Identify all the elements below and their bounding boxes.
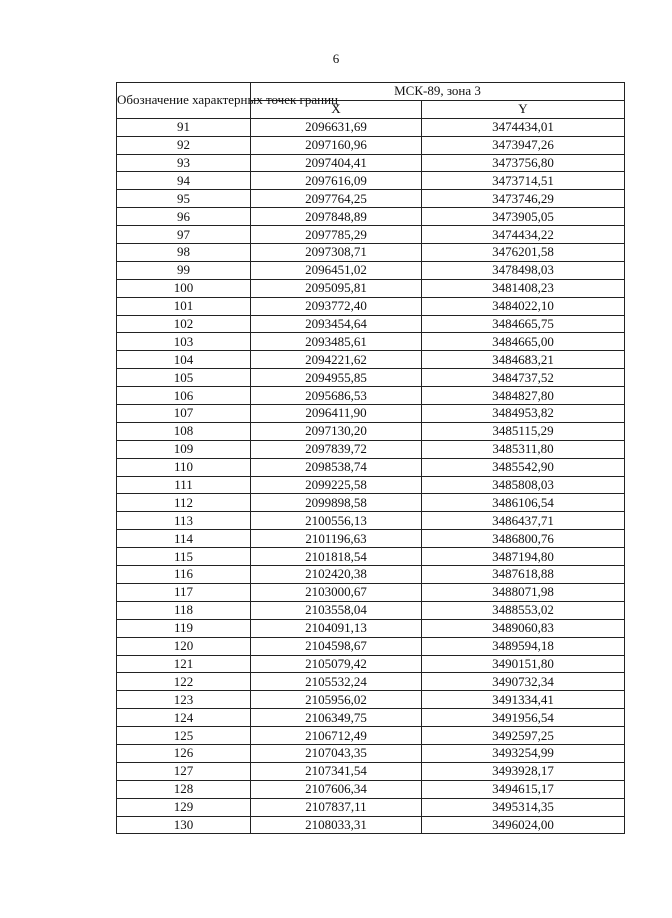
table-row	[117, 637, 625, 655]
y-coordinate-cell: 3484022,10	[422, 297, 625, 315]
x-coordinate-cell: 2093772,40	[251, 297, 422, 315]
x-coordinate-cell: 2096631,69	[251, 118, 422, 136]
y-coordinate-cell: 3474434,01	[422, 118, 625, 136]
x-coordinate-cell: 2107606,34	[251, 780, 422, 798]
y-coordinate-cell: 3473756,80	[422, 154, 625, 172]
point-number-cell: 102	[117, 315, 251, 333]
y-coordinate-cell: 3487618,88	[422, 566, 625, 584]
x-coordinate-cell: 2107341,54	[251, 762, 422, 780]
page-number: 6	[332, 51, 340, 66]
x-coordinate-cell: 2100556,13	[251, 512, 422, 530]
y-coordinate-cell: 3481408,23	[422, 279, 625, 297]
point-number-cell: 101	[117, 297, 251, 315]
x-coordinate-cell: 2099898,58	[251, 494, 422, 512]
point-number-cell: 106	[117, 387, 251, 405]
point-number-cell: 98	[117, 244, 251, 262]
table-row	[117, 744, 625, 762]
x-coordinate-cell: 2094955,85	[251, 369, 422, 387]
table-row	[117, 351, 625, 369]
point-number-cell: 123	[117, 691, 251, 709]
y-coordinate-cell: 3493928,17	[422, 762, 625, 780]
table-row	[117, 261, 625, 279]
point-number-cell: 119	[117, 619, 251, 637]
point-number-cell: 117	[117, 583, 251, 601]
y-coordinate-cell: 3485311,80	[422, 440, 625, 458]
table-row	[117, 458, 625, 476]
y-coordinate-cell: 3473714,51	[422, 172, 625, 190]
table-row	[117, 709, 625, 727]
table-row	[117, 583, 625, 601]
x-coordinate-cell: 2105079,42	[251, 655, 422, 673]
y-coordinate-cell: 3488071,98	[422, 583, 625, 601]
y-coordinate-cell: 3484827,80	[422, 387, 625, 405]
x-coordinate-cell: 2099225,58	[251, 476, 422, 494]
point-number-cell: 97	[117, 226, 251, 244]
table-row	[117, 154, 625, 172]
table-row	[117, 780, 625, 798]
x-coordinate-cell: 2097404,41	[251, 154, 422, 172]
point-number-cell: 116	[117, 566, 251, 584]
x-coordinate-cell: 2097764,25	[251, 190, 422, 208]
table-row	[117, 118, 625, 136]
point-number-cell: 126	[117, 744, 251, 762]
table-row	[117, 566, 625, 584]
y-coordinate-cell: 3484683,21	[422, 351, 625, 369]
header-x: X	[251, 100, 422, 118]
point-number-cell: 96	[117, 208, 251, 226]
table-row	[117, 762, 625, 780]
table-row	[117, 798, 625, 816]
table-row	[117, 226, 625, 244]
point-number-cell: 128	[117, 780, 251, 798]
x-coordinate-cell: 2097130,20	[251, 422, 422, 440]
table-row	[117, 172, 625, 190]
point-number-cell: 111	[117, 476, 251, 494]
y-coordinate-cell: 3484665,00	[422, 333, 625, 351]
x-coordinate-cell: 2103558,04	[251, 601, 422, 619]
point-number-cell: 94	[117, 172, 251, 190]
table-row	[117, 405, 625, 423]
table-row	[117, 727, 625, 745]
y-coordinate-cell: 3490732,34	[422, 673, 625, 691]
x-coordinate-cell: 2102420,38	[251, 566, 422, 584]
point-number-cell: 129	[117, 798, 251, 816]
x-coordinate-cell: 2094221,62	[251, 351, 422, 369]
point-number-cell: 91	[117, 118, 251, 136]
table-row	[117, 297, 625, 315]
table-row	[117, 136, 625, 154]
y-coordinate-cell: 3490151,80	[422, 655, 625, 673]
table-row	[117, 691, 625, 709]
x-coordinate-cell: 2106712,49	[251, 727, 422, 745]
table-row	[117, 422, 625, 440]
y-coordinate-cell: 3494615,17	[422, 780, 625, 798]
y-coordinate-cell: 3492597,25	[422, 727, 625, 745]
header-coordinate-system: МСК-89, зона 3	[251, 83, 625, 101]
point-number-cell: 107	[117, 405, 251, 423]
y-coordinate-cell: 3478498,03	[422, 261, 625, 279]
y-coordinate-cell: 3484665,75	[422, 315, 625, 333]
y-coordinate-cell: 3486437,71	[422, 512, 625, 530]
point-number-cell: 99	[117, 261, 251, 279]
point-number-cell: 114	[117, 530, 251, 548]
x-coordinate-cell: 2093485,61	[251, 333, 422, 351]
y-coordinate-cell: 3496024,00	[422, 816, 625, 834]
table-row	[117, 655, 625, 673]
point-number-cell: 110	[117, 458, 251, 476]
table-row	[117, 333, 625, 351]
point-number-cell: 121	[117, 655, 251, 673]
point-number-cell: 120	[117, 637, 251, 655]
point-number-cell: 105	[117, 369, 251, 387]
x-coordinate-cell: 2108033,31	[251, 816, 422, 834]
table-row	[117, 816, 625, 834]
x-coordinate-cell: 2103000,67	[251, 583, 422, 601]
point-number-cell: 103	[117, 333, 251, 351]
y-coordinate-cell: 3485115,29	[422, 422, 625, 440]
y-coordinate-cell: 3473746,29	[422, 190, 625, 208]
y-coordinate-cell: 3493254,99	[422, 744, 625, 762]
x-coordinate-cell: 2104598,67	[251, 637, 422, 655]
x-coordinate-cell: 2107837,11	[251, 798, 422, 816]
table-row	[117, 494, 625, 512]
x-coordinate-cell: 2097308,71	[251, 244, 422, 262]
point-number-cell: 125	[117, 727, 251, 745]
y-coordinate-cell: 3474434,22	[422, 226, 625, 244]
y-coordinate-cell: 3486800,76	[422, 530, 625, 548]
table-row	[117, 619, 625, 637]
table-row	[117, 548, 625, 566]
table-row	[117, 208, 625, 226]
x-coordinate-cell: 2097160,96	[251, 136, 422, 154]
point-number-cell: 93	[117, 154, 251, 172]
header-y: Y	[422, 100, 625, 118]
y-coordinate-cell: 3485542,90	[422, 458, 625, 476]
point-number-cell: 115	[117, 548, 251, 566]
point-number-cell: 95	[117, 190, 251, 208]
x-coordinate-cell: 2105532,24	[251, 673, 422, 691]
point-number-cell: 118	[117, 601, 251, 619]
y-coordinate-cell: 3491956,54	[422, 709, 625, 727]
table-row	[117, 476, 625, 494]
point-number-cell: 100	[117, 279, 251, 297]
table-row	[117, 673, 625, 691]
y-coordinate-cell: 3476201,58	[422, 244, 625, 262]
header-point-designation: Обозначение характерных точек границ	[117, 83, 251, 119]
table-row	[117, 601, 625, 619]
y-coordinate-cell: 3486106,54	[422, 494, 625, 512]
table-row	[117, 315, 625, 333]
x-coordinate-cell: 2097785,29	[251, 226, 422, 244]
y-coordinate-cell: 3489594,18	[422, 637, 625, 655]
point-number-cell: 104	[117, 351, 251, 369]
x-coordinate-cell: 2095095,81	[251, 279, 422, 297]
table-row	[117, 440, 625, 458]
x-coordinate-cell: 2097616,09	[251, 172, 422, 190]
x-coordinate-cell: 2096411,90	[251, 405, 422, 423]
y-coordinate-cell: 3484737,52	[422, 369, 625, 387]
x-coordinate-cell: 2106349,75	[251, 709, 422, 727]
table-row	[117, 244, 625, 262]
point-number-cell: 127	[117, 762, 251, 780]
table-row	[117, 369, 625, 387]
table-row	[117, 512, 625, 530]
point-number-cell: 112	[117, 494, 251, 512]
point-number-cell: 109	[117, 440, 251, 458]
x-coordinate-cell: 2105956,02	[251, 691, 422, 709]
y-coordinate-cell: 3489060,83	[422, 619, 625, 637]
point-number-cell: 113	[117, 512, 251, 530]
x-coordinate-cell: 2101196,63	[251, 530, 422, 548]
y-coordinate-cell: 3488553,02	[422, 601, 625, 619]
x-coordinate-cell: 2107043,35	[251, 744, 422, 762]
table-row	[117, 190, 625, 208]
point-number-cell: 122	[117, 673, 251, 691]
point-number-cell: 130	[117, 816, 251, 834]
y-coordinate-cell: 3484953,82	[422, 405, 625, 423]
table-row	[117, 279, 625, 297]
table-row	[117, 387, 625, 405]
y-coordinate-cell: 3491334,41	[422, 691, 625, 709]
y-coordinate-cell: 3487194,80	[422, 548, 625, 566]
y-coordinate-cell: 3473905,05	[422, 208, 625, 226]
point-number-cell: 124	[117, 709, 251, 727]
point-number-cell: 108	[117, 422, 251, 440]
x-coordinate-cell: 2101818,54	[251, 548, 422, 566]
point-number-cell: 92	[117, 136, 251, 154]
x-coordinate-cell: 2093454,64	[251, 315, 422, 333]
x-coordinate-cell: 2098538,74	[251, 458, 422, 476]
x-coordinate-cell: 2104091,13	[251, 619, 422, 637]
x-coordinate-cell: 2097848,89	[251, 208, 422, 226]
x-coordinate-cell: 2095686,53	[251, 387, 422, 405]
table-body	[117, 118, 625, 834]
y-coordinate-cell: 3485808,03	[422, 476, 625, 494]
x-coordinate-cell: 2097839,72	[251, 440, 422, 458]
y-coordinate-cell: 3495314,35	[422, 798, 625, 816]
x-coordinate-cell: 2096451,02	[251, 261, 422, 279]
table-row	[117, 530, 625, 548]
y-coordinate-cell: 3473947,26	[422, 136, 625, 154]
coordinates-table	[116, 82, 625, 834]
